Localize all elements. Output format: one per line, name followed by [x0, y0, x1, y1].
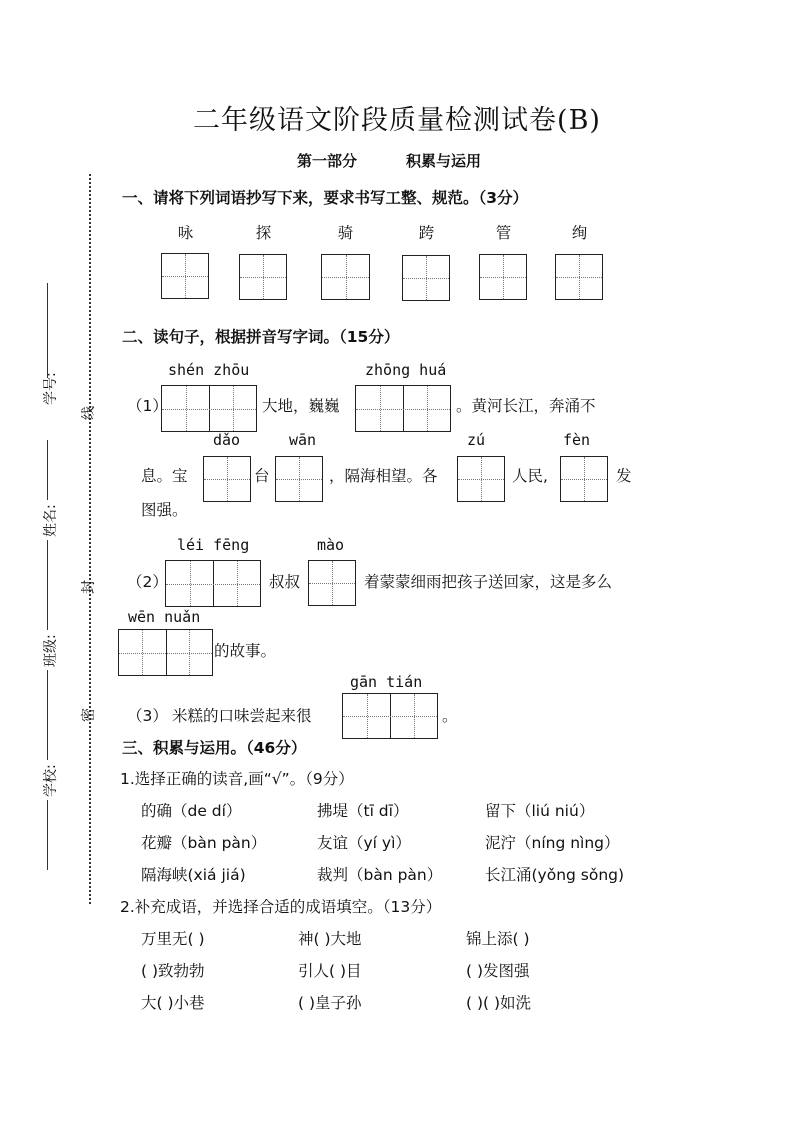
- copy-char: 绚: [571, 224, 588, 242]
- idiom-item: 锦上添( ): [466, 930, 530, 948]
- part-label: 第一部分: [297, 152, 358, 170]
- student-id-label: 学号:: [43, 372, 59, 405]
- pronunciation-item: 泥泞（níng nìng）: [485, 834, 620, 852]
- q1-number: （1）: [127, 397, 168, 415]
- seal-mark-secret: 密: [81, 708, 97, 722]
- q1-text-5: ，隔海相望。各: [329, 467, 438, 485]
- pronunciation-item: 隔海峡(xiá jiá): [141, 866, 246, 884]
- school-underline: [47, 800, 48, 870]
- answer-box[interactable]: [457, 456, 505, 502]
- q3-text-2: 。: [442, 707, 458, 725]
- copy-char: 管: [495, 224, 512, 242]
- name-underline-bottom: [47, 540, 48, 630]
- idiom-item: ( )发图强: [466, 962, 530, 980]
- pinyin-zu: zú: [467, 431, 486, 449]
- school-label: 学校:: [43, 764, 59, 797]
- q3-number: （3）: [127, 707, 168, 725]
- q1-text-7: 发: [616, 467, 632, 485]
- idiom-item: ( )致勃勃: [141, 962, 205, 980]
- pinyin-mao: mào: [317, 536, 345, 554]
- q3-text-1: 米糕的口味尝起来很: [172, 707, 312, 725]
- q1-text-4: 台: [254, 467, 270, 485]
- class-label: 班级:: [43, 634, 59, 667]
- q2-text-1: 叔叔: [269, 573, 301, 591]
- answer-box-2char[interactable]: [355, 385, 451, 432]
- pronunciation-item: 友谊（yí yì）: [317, 834, 411, 852]
- q1-text-2: 。黄河长江，奔涌不: [456, 397, 596, 415]
- section-1-heading: 一、请将下列词语抄写下来，要求书写工整、规范。（3分）: [122, 189, 529, 207]
- section-2-heading: 二、读句子，根据拼音写字词。（15分）: [122, 328, 400, 346]
- copy-char: 探: [255, 224, 272, 242]
- q1-text-6: 人民,: [512, 467, 548, 485]
- answer-box-2char[interactable]: [161, 385, 257, 432]
- answer-box-2char[interactable]: [342, 693, 438, 739]
- id-underline: [47, 283, 48, 378]
- idiom-item: 大( )小巷: [141, 994, 205, 1012]
- sub2-heading: 2.补充成语，并选择合适的成语填空。（13分）: [120, 898, 442, 916]
- seal-mark-line: 线: [81, 406, 97, 420]
- q2-text-2: 着蒙蒙细雨把孩子送回家，这是多么: [364, 573, 613, 591]
- pinyin-gantian: gān tián: [350, 673, 423, 691]
- answer-box[interactable]: [203, 456, 251, 502]
- writing-box[interactable]: [402, 255, 450, 301]
- pronunciation-item: 留下（liú niú）: [485, 802, 595, 820]
- idiom-item: 神( )大地: [298, 930, 362, 948]
- writing-box[interactable]: [321, 254, 370, 300]
- pronunciation-item: 花瓣（bàn pàn）: [141, 834, 267, 852]
- answer-box[interactable]: [275, 456, 323, 502]
- idiom-item: 引人( )目: [298, 962, 362, 980]
- pronunciation-item: 拂堤（tī dī）: [317, 802, 409, 820]
- copy-char: 骑: [337, 224, 354, 242]
- part-name: 积累与运用: [406, 152, 482, 170]
- page-title: 二年级语文阶段质量检测试卷(B): [193, 105, 601, 136]
- name-underline-top: [47, 440, 48, 500]
- writing-box[interactable]: [479, 254, 527, 300]
- student-name-label: 姓名:: [43, 504, 59, 537]
- pronunciation-item: 裁判（bàn pàn）: [317, 866, 443, 884]
- pinyin-shenzhou: shén zhōu: [168, 361, 250, 379]
- q1-text-8: 图强。: [141, 501, 188, 519]
- pinyin-zhonghua: zhōng huá: [365, 361, 447, 379]
- answer-box-2char[interactable]: [165, 560, 261, 607]
- pinyin-wennuan: wēn nuǎn: [128, 608, 201, 626]
- pinyin-leifeng: léi fēng: [177, 536, 250, 554]
- idiom-item: ( )( )如洗: [466, 994, 532, 1012]
- answer-box-2char[interactable]: [118, 629, 213, 676]
- q1-text-1: 大地，巍巍: [262, 397, 340, 415]
- pronunciation-item: 长江涌(yǒng sǒng): [485, 866, 625, 884]
- q2-number: （2）: [127, 573, 168, 591]
- writing-box[interactable]: [239, 254, 287, 300]
- binding-dotted-line: [89, 174, 91, 904]
- pinyin-fen: fèn: [563, 431, 591, 449]
- seal-mark-seal: 封: [81, 580, 97, 594]
- pronunciation-item: 的确（de dí）: [141, 802, 242, 820]
- answer-box[interactable]: [308, 560, 356, 606]
- class-underline: [47, 670, 48, 760]
- pinyin-dao: dǎo: [213, 431, 241, 449]
- q1-text-3: 息。宝: [141, 467, 188, 485]
- idiom-item: 万里无( ): [141, 930, 205, 948]
- idiom-item: ( )皇子孙: [298, 994, 362, 1012]
- answer-box[interactable]: [560, 456, 608, 502]
- copy-char: 咏: [177, 224, 194, 242]
- copy-char: 跨: [418, 224, 435, 242]
- writing-box[interactable]: [161, 253, 209, 299]
- sub1-heading: 1.选择正确的读音,画“√”。（9分）: [120, 770, 354, 788]
- section-3-heading: 三、积累与运用。（46分）: [122, 739, 307, 757]
- q2-text-3: 的故事。: [214, 642, 277, 660]
- pinyin-wan: wān: [289, 431, 317, 449]
- writing-box[interactable]: [555, 254, 603, 300]
